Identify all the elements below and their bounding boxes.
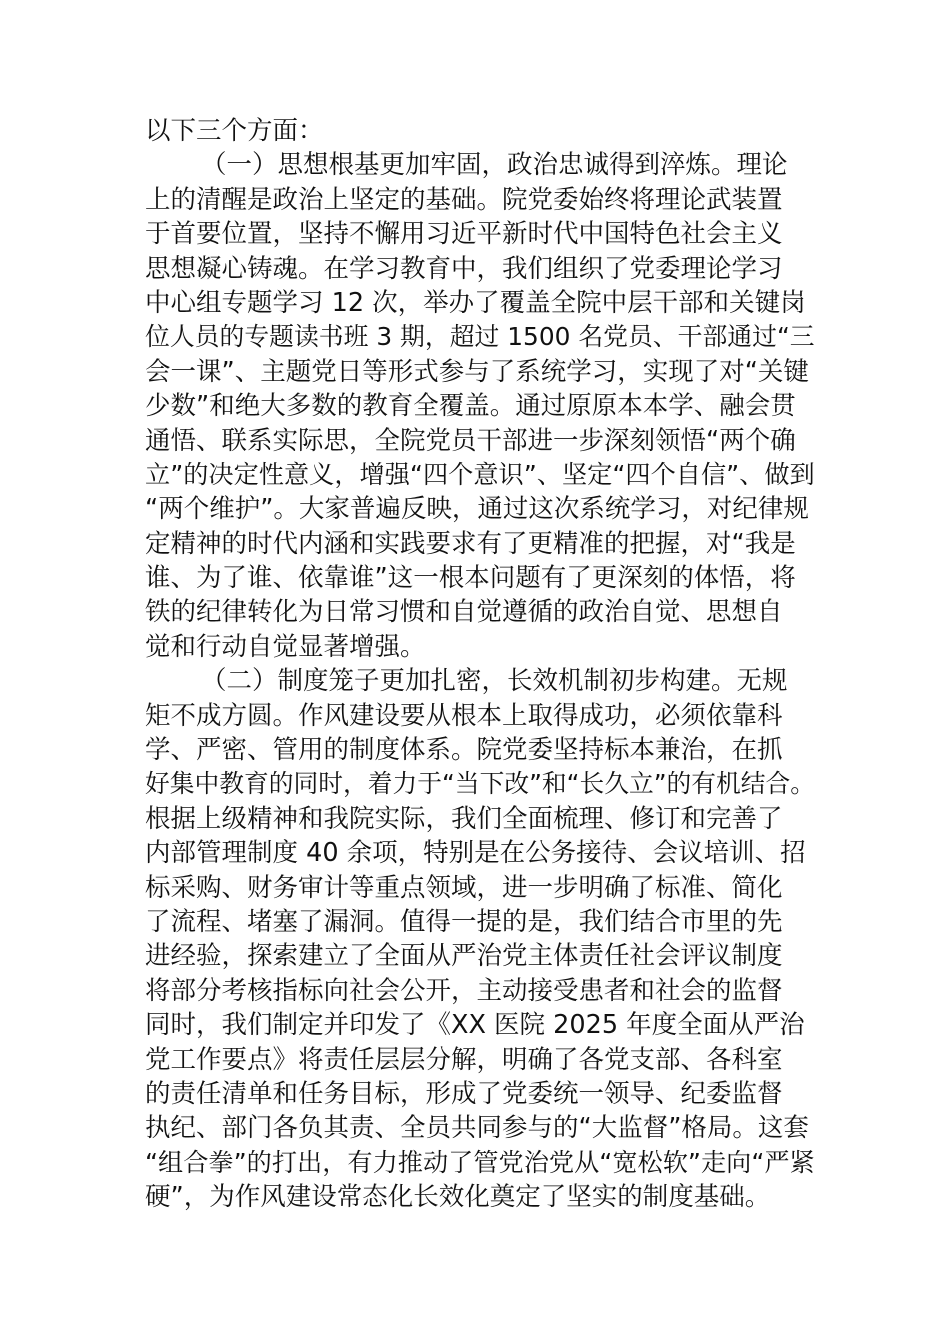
text-line: 将部分考核指标向社会公开，主动接受患者和社会的监督 [145, 975, 783, 1006]
text-line: 执纪、部门各负其责、全员共同参与的“大监督”格局。这套 [145, 1113, 809, 1144]
text-line: 好集中教育的同时，着力于“当下改”和“长久立”的有机结合。 [145, 769, 816, 799]
text-line: 硬”，为作风建设常态化长效化奠定了坚实的制度基础。 [145, 1182, 771, 1213]
text-line: 觉和行动自觉显著增强。 [145, 631, 426, 662]
text-line: 内部管理制度 40 余项，特别是在公务接待、会议培训、招 [145, 838, 806, 869]
text-line: 通悟、联系实际思，全院党员干部进一步深刻领悟“两个确 [145, 425, 796, 456]
text-line: “两个维护”。大家普遍反映，通过这次系统学习，对纪律规 [145, 494, 809, 525]
text-line: 于首要位置，坚持不懈用习近平新时代中国特色社会主义 [145, 219, 783, 250]
text-line: 学、严密、管用的制度体系。院党委坚持标本兼治，在抓 [145, 735, 783, 766]
text-line: 会一课”、主题党日等形式参与了系统学习，实现了对“关键 [145, 356, 809, 387]
text-line: （二）制度笼子更加扎密，长效机制初步构建。无规 [201, 666, 788, 697]
text-line: 少数”和绝大多数的教育全覆盖。通过原原本本学、融会贯 [145, 391, 796, 422]
text-line: “组合拳”的打出，有力推动了管党治党从“宽松软”走向“严紧 [145, 1147, 815, 1177]
text-line: 立”的决定性意义，增强“四个意识”、坚定“四个自信”、做到 [145, 459, 815, 489]
text-line: 谁、为了谁、依靠谁”这一根本问题有了更深刻的体悟，将 [145, 563, 796, 594]
text-line: 标采购、财务审计等重点领域，进一步明确了标准、简化 [145, 872, 783, 903]
text-line: 以下三个方面： [145, 116, 324, 146]
text-line: 上的清醒是政治上坚定的基础。院党委始终将理论武装置 [145, 184, 783, 215]
text-line: 矩不成方圆。作风建设要从根本上取得成功，必须依靠科 [145, 700, 783, 731]
text-line: （一）思想根基更加牢固，政治忠诚得到淬炼。理论 [201, 150, 788, 181]
text-line: 进经验，探索建立了全面从严治党主体责任社会评议制度 [145, 941, 783, 972]
body-text [145, 114, 815, 1215]
text-line: 位人员的专题读书班 3 期，超过 1500 名党员、干部通过“三 [145, 322, 815, 352]
text-line: 思想凝心铸魂。在学习教育中，我们组织了党委理论学习 [145, 253, 783, 284]
text-line: 中心组专题学习 12 次，举办了覆盖全院中层干部和关键岗 [145, 287, 806, 318]
text-line: 定精神的时代内涵和实践要求有了更精准的把握，对“我是 [145, 528, 796, 559]
text-line: 同时，我们制定并印发了《XX 医院 2025 年度全面从严治 [145, 1010, 805, 1041]
text-line: 了流程、堵塞了漏洞。值得一提的是，我们结合市里的先 [145, 906, 783, 937]
text-line: 根据上级精神和我院实际，我们全面梳理、修订和完善了 [145, 803, 783, 834]
text-line: 的责任清单和任务目标，形成了党委统一领导、纪委监督 [145, 1078, 783, 1109]
text-line: 党工作要点》将责任层层分解，明确了各党支部、各科室 [145, 1044, 783, 1075]
text-line: 铁的纪律转化为日常习惯和自觉遵循的政治自觉、思想自 [145, 597, 783, 628]
